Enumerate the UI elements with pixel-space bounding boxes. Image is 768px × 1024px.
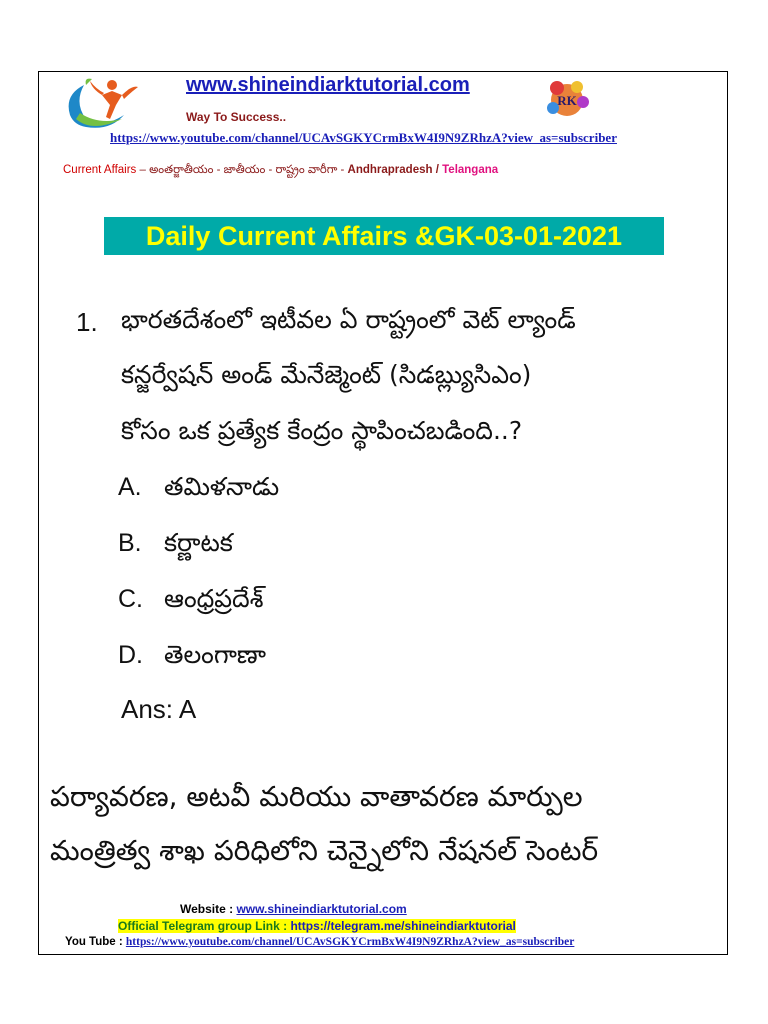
category-telugu-tags: అంతర్జాతీయం - జాతీయం - రాష్ట్రం వారీగా - — [149, 164, 348, 176]
option-d-text: తెలంగాణా — [164, 640, 267, 669]
option-b — [118, 528, 233, 564]
question-line-1: భారతదేశంలో ఇటీవల ఏ రాష్ట్రంలో వెట్ ల్యాండ్ — [121, 305, 576, 334]
explanation-line-1: పర్యావరణ, అటవీ మరియు వాతావరణ మార్పుల — [50, 780, 583, 813]
footer-website — [180, 902, 407, 916]
footer-youtube-label: You Tube : — [65, 936, 126, 948]
category-current-affairs: Current Affairs — [63, 164, 137, 176]
rk-badge-text: RK — [557, 93, 577, 108]
footer-telegram-link[interactable]: https://telegram.me/shineindiarktutorial — [290, 919, 516, 933]
option-c-label: C. — [118, 585, 143, 613]
option-c — [118, 584, 263, 620]
option-b-label: B. — [118, 529, 142, 557]
answer: Ans: A — [121, 694, 197, 724]
category-slash: / — [432, 164, 443, 176]
youtube-channel-link[interactable]: https://www.youtube.com/channel/UCAvSGKYCrmBxW4I9N9ZRhzA?view_as=subscriber — [110, 130, 617, 145]
option-a — [118, 472, 279, 508]
footer-youtube-link[interactable]: https://www.youtube.com/channel/UCAvSGKYCrmBxW4I9N9ZRhzA?view_as=subscriber — [125, 936, 575, 948]
category-line — [63, 163, 498, 179]
footer-telegram — [118, 919, 516, 933]
option-d-label: D. — [118, 641, 143, 669]
tagline: Way To Success.. — [186, 110, 287, 124]
page-title-banner: Daily Current Affairs &GK-03-01-2021 — [104, 217, 664, 255]
footer-telegram-label: Official Telegram group Link : — [118, 919, 291, 933]
category-dash: – — [136, 164, 150, 176]
option-a-label: A. — [118, 473, 142, 501]
footer-youtube — [65, 936, 574, 948]
explanation-line-2: మంత్రిత్వ శాఖ పరిధిలోని చెన్నైలోని నేషనల్ సెంటర్ — [50, 834, 599, 867]
category-telangana: Telangana — [442, 164, 499, 176]
option-d — [118, 640, 266, 676]
question-line-2: కన్జర్వేషన్ అండ్ మేనేజ్మెంట్ (సిడబ్ల్యుసిఎం) — [121, 360, 532, 389]
rk-badge-icon — [543, 78, 591, 120]
question-line-3: కోసం ఒక ప్రత్యేక కేంద్రం స్థాపించబడింది..? — [121, 416, 523, 445]
page-border — [38, 71, 728, 955]
option-a-text: తమిళనాడు — [164, 472, 280, 501]
question-number: 1. — [76, 307, 98, 337]
footer-website-link[interactable]: www.shineindiarktutorial.com — [236, 902, 407, 916]
shine-india-logo-icon — [62, 75, 162, 133]
option-c-text: ఆంధ్రప్రదేశ్ — [164, 584, 264, 613]
site-title-link[interactable]: www.shineindiarktutorial.com — [186, 74, 470, 96]
option-b-text: కర్ణాటక — [164, 528, 233, 557]
category-andhrapradesh: Andhrapradesh — [347, 164, 433, 176]
footer-website-label: Website : — [180, 902, 237, 916]
